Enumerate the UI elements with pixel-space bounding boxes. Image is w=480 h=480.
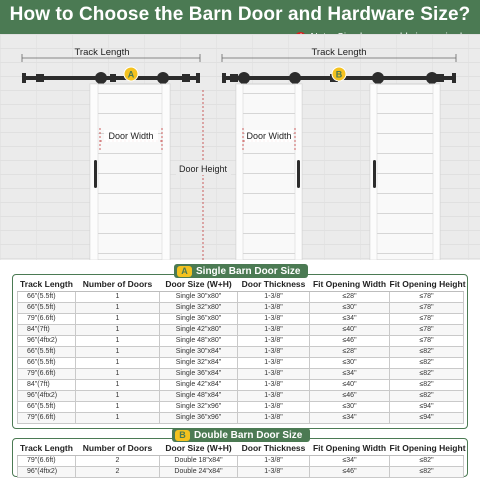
double-door-panel-1 [236,84,302,260]
double-badge-icon: B [175,430,190,441]
table-cell: 1-3/8" [238,390,310,401]
column-header: Fit Opening Width [310,441,390,455]
single-table-banner [174,264,308,278]
marker-a-label: A [127,69,135,80]
column-header: Number of Doors [76,441,160,455]
table-cell: ≤78" [390,335,464,346]
table-cell: Single 36"x84" [160,368,238,379]
door-height-label: Door Height [178,164,228,174]
table-cell: 1 [76,324,160,335]
table-cell: ≤46" [310,335,390,346]
table-cell: 1-3/8" [238,346,310,357]
table-cell: 79"(6.6ft) [18,412,76,423]
table-cell: 1-3/8" [238,313,310,324]
table-cell: 79"(6.6ft) [18,455,76,466]
table-cell: 1 [76,313,160,324]
table-row [18,466,464,477]
table-cell: Single 30"x80" [160,291,238,302]
track-stopper-right-1 [222,73,226,83]
table-cell: ≤30" [310,401,390,412]
table-cell: ≤40" [310,379,390,390]
table-cell: 66"(5.5ft) [18,357,76,368]
table-cell: ≤28" [310,346,390,357]
page-title: How to Choose the Barn Door and Hardware Size? [9,4,471,25]
table-cell: ≤28" [310,291,390,302]
table-cell: 1 [76,335,160,346]
table-cell: ≤78" [390,313,464,324]
table-cell: 1 [76,412,160,423]
table-cell: Single 48"x80" [160,335,238,346]
column-header: Fit Opening Width [310,277,390,291]
table-cell: ≤82" [390,357,464,368]
track-length-label-right: Track Length [311,47,367,58]
table-cell: 1 [76,401,160,412]
door-width-label-right: Door Width [246,131,292,141]
door-width-label-left: Door Width [108,131,154,141]
table-cell: 1 [76,368,160,379]
table-row [18,346,464,357]
column-header: Door Thickness [238,277,310,291]
double-table-header-row [18,441,464,455]
double-table-banner [172,428,310,442]
track-bracket-left-2 [110,74,116,82]
table-cell: 1 [76,390,160,401]
table-row [18,455,464,466]
table-cell: 1-3/8" [238,335,310,346]
table-cell: ≤82" [390,379,464,390]
table-row [18,313,464,324]
table-cell: 1 [76,291,160,302]
table-row [18,368,464,379]
size-tables [0,260,480,480]
table-cell: 1-3/8" [238,324,310,335]
table-cell: ≤82" [390,466,464,477]
table-cell: Single 32"x80" [160,302,238,313]
table-cell: 66"(5.5ft) [18,302,76,313]
table-cell: ≤78" [390,324,464,335]
table-cell: Single 32"x84" [160,357,238,368]
table-cell: 66"(5.5ft) [18,291,76,302]
table-cell: 1-3/8" [238,357,310,368]
table-cell: ≤34" [310,412,390,423]
table-cell: ≤34" [310,313,390,324]
column-header: Door Size (W+H) [160,277,238,291]
table-cell: 96"(4ftx2) [18,390,76,401]
table-cell: ≤82" [390,368,464,379]
track-length-label-left: Track Length [74,47,130,58]
column-header: Track Length [18,277,76,291]
single-table-header-row [18,277,464,291]
column-header: Fit Opening Height [390,277,464,291]
table-cell: 66"(5.5ft) [18,346,76,357]
track-bracket-left-1 [36,74,44,82]
door-handle-right-1 [297,160,300,188]
table-row [18,335,464,346]
table-cell: 1-3/8" [238,368,310,379]
table-cell: 79"(6.6ft) [18,368,76,379]
table-cell: 1 [76,346,160,357]
table-cell: 1 [76,302,160,313]
table-cell: ≤34" [310,368,390,379]
column-header: Door Size (W+H) [160,441,238,455]
column-header: Door Thickness [238,441,310,455]
table-cell: 96"(4ftx2) [18,466,76,477]
double-table-title: Double Barn Door Size [194,429,303,441]
table-cell: 1 [76,357,160,368]
double-size-table [17,441,464,478]
table-cell: ≤30" [310,302,390,313]
table-cell: 1-3/8" [238,466,310,477]
table-cell: 84"(7ft) [18,379,76,390]
table-cell: ≤82" [390,346,464,357]
single-table-title: Single Barn Door Size [196,265,301,277]
table-cell: 1-3/8" [238,291,310,302]
table-cell: Single 42"x80" [160,324,238,335]
table-cell: 1 [76,379,160,390]
single-door-panel [90,84,170,260]
table-row [18,291,464,302]
column-header: Number of Doors [76,277,160,291]
table-cell: ≤34" [310,455,390,466]
table-cell: ≤94" [390,401,464,412]
table-cell: ≤46" [310,390,390,401]
table-cell: 96"(4ftx2) [18,335,76,346]
table-row [18,357,464,368]
table-row [18,324,464,335]
table-cell: 1-3/8" [238,401,310,412]
table-cell: ≤94" [390,412,464,423]
table-row [18,401,464,412]
single-size-table [17,277,464,424]
table-cell: 1-3/8" [238,455,310,466]
track-bracket-right-1 [230,74,238,82]
door-handle-right-2 [373,160,376,188]
table-cell: Single 42"x84" [160,379,238,390]
column-header: Track Length [18,441,76,455]
table-cell: 1-3/8" [238,412,310,423]
table-cell: 79"(6.6ft) [18,313,76,324]
table-cell: 84"(7ft) [18,324,76,335]
double-door-panel-2 [370,84,440,260]
table-cell: Single 48"x84" [160,390,238,401]
track-stopper-right-2 [452,73,456,83]
table-row [18,412,464,423]
track-stopper-left-2 [196,73,200,83]
table-cell: 2 [76,455,160,466]
table-cell: Single 32"x96" [160,401,238,412]
single-badge-icon: A [177,266,192,277]
table-cell: Single 36"x96" [160,412,238,423]
track-stopper-left-1 [22,73,26,83]
table-cell: 66"(5.5ft) [18,401,76,412]
table-cell: 1-3/8" [238,302,310,313]
table-row [18,302,464,313]
table-cell: 1-3/8" [238,379,310,390]
table-cell: ≤82" [390,390,464,401]
table-row [18,379,464,390]
table-cell: Single 36"x80" [160,313,238,324]
table-cell: ≤78" [390,291,464,302]
door-handle-left [94,160,97,188]
barn-door-diagram [0,34,480,260]
table-cell: ≤30" [310,357,390,368]
table-cell: Double 24"x84" [160,466,238,477]
table-cell: ≤78" [390,302,464,313]
table-cell: ≤40" [310,324,390,335]
table-cell: Single 30"x84" [160,346,238,357]
track-bracket-left-3 [182,74,190,82]
table-cell: ≤46" [310,466,390,477]
table-row [18,390,464,401]
table-cell: ≤82" [390,455,464,466]
marker-b-label: B [335,69,343,80]
column-header: Fit Opening Height [390,441,464,455]
table-cell: 2 [76,466,160,477]
table-cell: Double 18"x84" [160,455,238,466]
